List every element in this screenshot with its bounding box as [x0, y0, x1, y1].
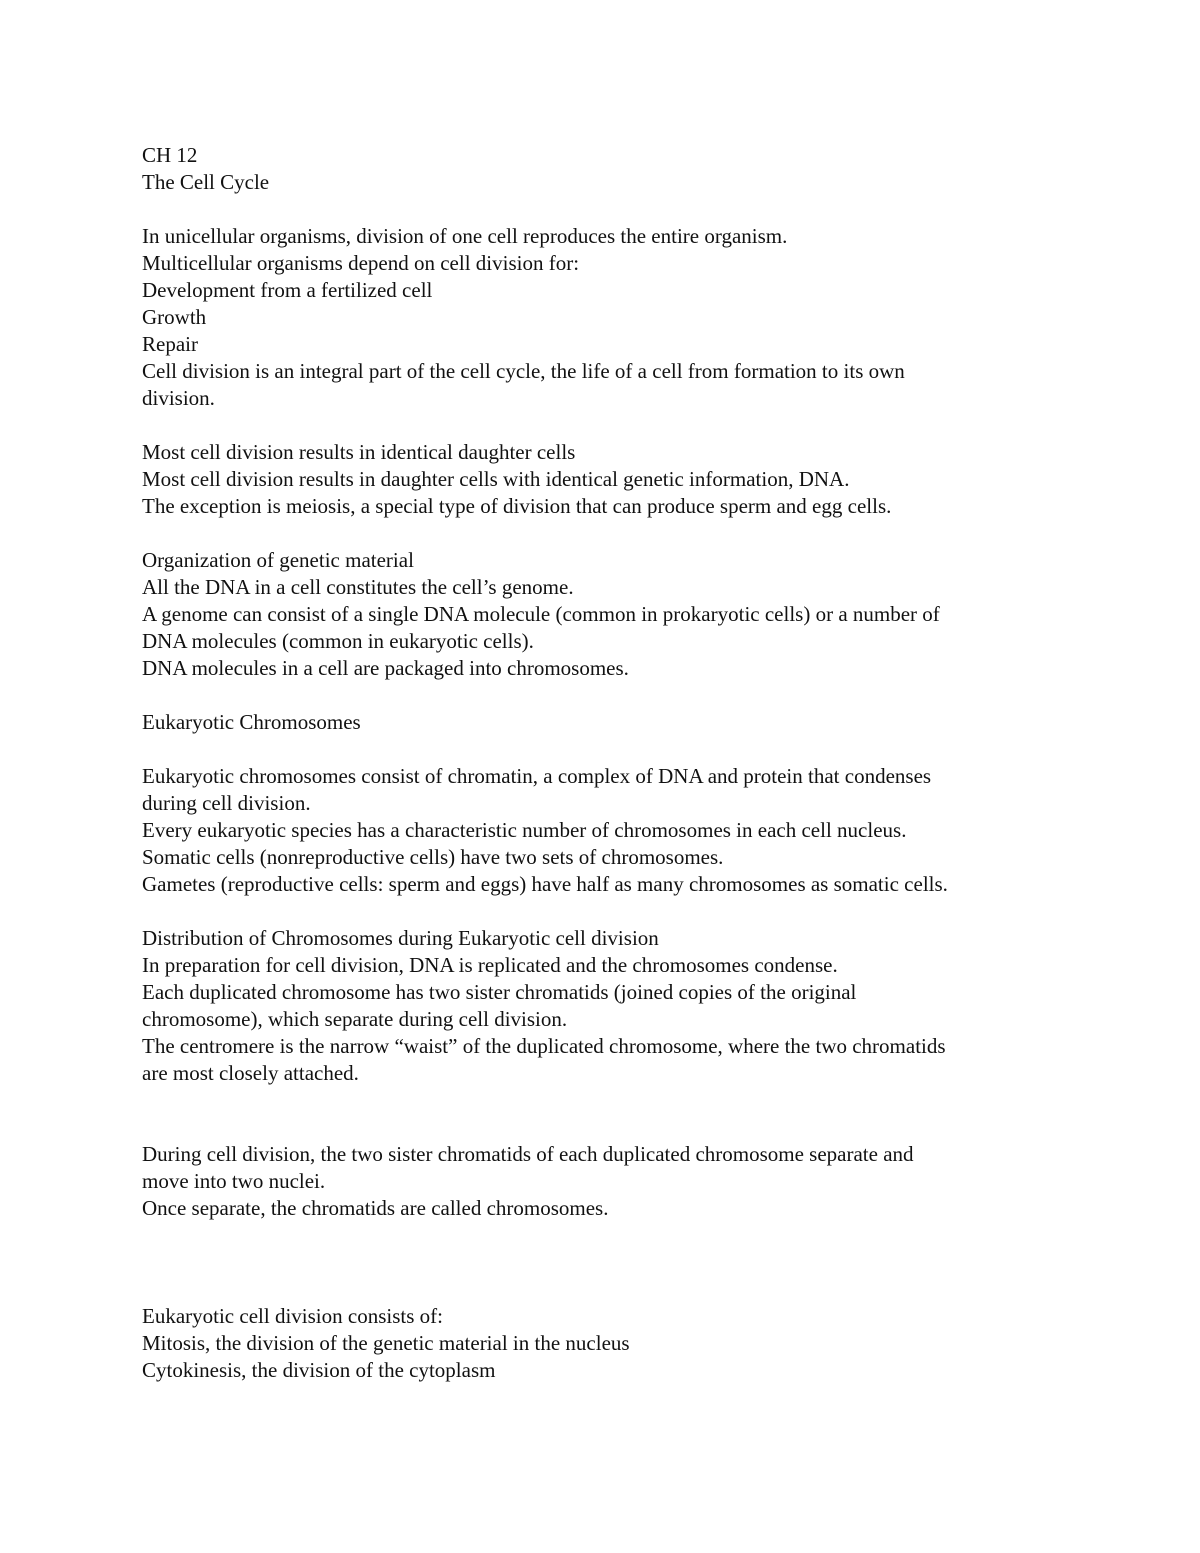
- page-title: The Cell Cycle: [142, 170, 270, 194]
- spacer: [142, 898, 1062, 925]
- text-line: Development from a fertilized cell: [142, 278, 433, 302]
- paragraph-organization: [142, 547, 1062, 682]
- text-line: DNA molecules (common in eukaryotic cells).: [142, 629, 534, 653]
- text-line: Gametes (reproductive cells: sperm and eggs) have half as many chromosomes as somatic cells.: [142, 872, 948, 896]
- spacer: [142, 520, 1062, 547]
- spacer: [142, 412, 1062, 439]
- text-line: chromosome), which separate during cell division.: [142, 1007, 568, 1031]
- spacer: [142, 682, 1062, 709]
- text-line: during cell division.: [142, 791, 311, 815]
- document-body: [142, 142, 1062, 1384]
- text-line: division.: [142, 386, 215, 410]
- paragraph-cell-division-parts: [142, 1303, 1062, 1384]
- text-line: Each duplicated chromosome has two sister chromatids (joined copies of the original: [142, 980, 857, 1004]
- paragraph-identical-cells: [142, 439, 1062, 520]
- text-line: The exception is meiosis, a special type of division that can produce sperm and egg cells.: [142, 494, 892, 518]
- text-line: Growth: [142, 305, 207, 329]
- text-line: are most closely attached.: [142, 1061, 359, 1085]
- text-line: In unicellular organisms, division of one cell reproduces the entire organism.: [142, 224, 788, 248]
- paragraph-distribution: [142, 925, 1062, 1087]
- text-line: Eukaryotic chromosomes consist of chromatin, a complex of DNA and protein that condenses: [142, 764, 932, 788]
- text-line: Repair: [142, 332, 198, 356]
- text-line: Cell division is an integral part of the cell cycle, the life of a cell from formation to its own: [142, 359, 905, 383]
- text-line: Every eukaryotic species has a characteristic number of chromosomes in each cell nucleus.: [142, 818, 907, 842]
- spacer: [142, 1222, 1062, 1303]
- text-line: In preparation for cell division, DNA is replicated and the chromosomes condense.: [142, 953, 838, 977]
- section-heading: Distribution of Chromosomes during Eukaryotic cell division: [142, 926, 659, 950]
- document-header: [142, 142, 1062, 196]
- section-heading: Eukaryotic Chromosomes: [142, 710, 361, 734]
- text-line: Multicellular organisms depend on cell division for:: [142, 251, 580, 275]
- paragraph-eukaryotic-chromosomes: [142, 763, 1062, 898]
- spacer: [142, 1087, 1062, 1141]
- spacer: [142, 736, 1062, 763]
- text-line: All the DNA in a cell constitutes the cell’s genome.: [142, 575, 574, 599]
- text-line: Most cell division results in daughter cells with identical genetic information, DNA.: [142, 467, 850, 491]
- chapter-label: CH 12: [142, 143, 198, 167]
- paragraph-intro: [142, 223, 1062, 412]
- text-line: A genome can consist of a single DNA molecule (common in prokaryotic cells) or a number of: [142, 602, 940, 626]
- spacer: [142, 196, 1062, 223]
- text-line: Somatic cells (nonreproductive cells) have two sets of chromosomes.: [142, 845, 724, 869]
- text-line: The centromere is the narrow “waist” of the duplicated chromosome, where the two chromatids: [142, 1034, 946, 1058]
- section-heading: Organization of genetic material: [142, 548, 414, 572]
- text-line: move into two nuclei.: [142, 1169, 326, 1193]
- text-line: Cytokinesis, the division of the cytoplasm: [142, 1358, 496, 1382]
- text-line: Most cell division results in identical daughter cells: [142, 440, 576, 464]
- text-line: Mitosis, the division of the genetic material in the nucleus: [142, 1331, 630, 1355]
- text-line: Eukaryotic cell division consists of:: [142, 1304, 443, 1328]
- text-line: Once separate, the chromatids are called chromosomes.: [142, 1196, 609, 1220]
- paragraph-separation: [142, 1141, 1062, 1222]
- text-line: During cell division, the two sister chromatids of each duplicated chromosome separate and: [142, 1142, 914, 1166]
- text-line: DNA molecules in a cell are packaged into chromosomes.: [142, 656, 629, 680]
